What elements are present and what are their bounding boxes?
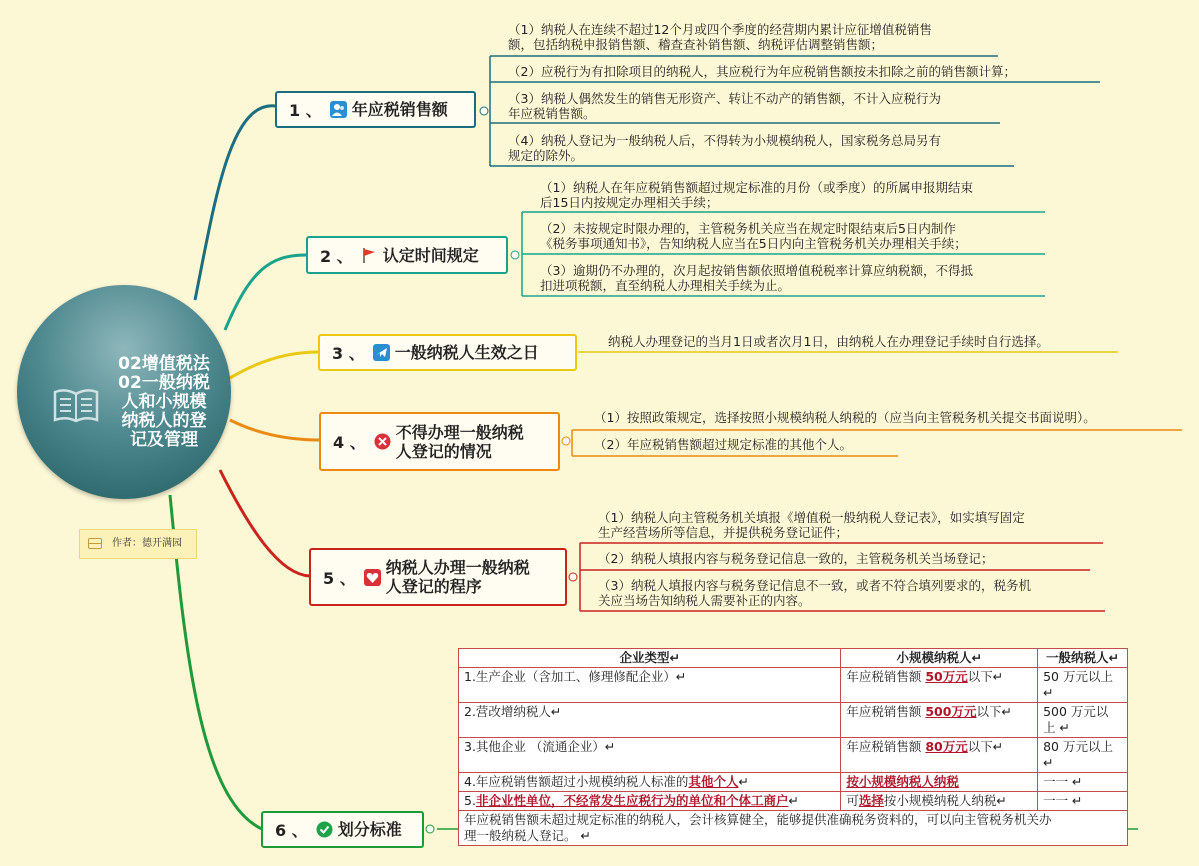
table-cell	[841, 773, 1038, 792]
table-cell: 5.非企业性单位，不经常发生应税行为的单位和个体工商户↵	[459, 792, 841, 811]
table-cell: 年应税销售额 500万元以下↵	[841, 703, 1038, 738]
table-cell: 500 万元以 上 ↵	[1038, 703, 1128, 738]
branch-number: 5 、	[323, 568, 356, 588]
table-row	[459, 703, 1128, 738]
author-text: 作者：德开满园	[112, 538, 182, 549]
table-row	[459, 668, 1128, 703]
emphasis-text: 80万元	[925, 739, 968, 754]
leaf-2-3[interactable]: （3）逾期仍不办理的，次月起按销售额依照增值税税率计算应纳税额，不得抵 扣进项税额，直至纳税人办理相关手续为止。	[540, 263, 973, 293]
branch-4[interactable]	[319, 412, 560, 471]
table-cell: 一一 ↵	[1038, 792, 1128, 811]
branch-label: 不得办理一般纳税 人登记的情况	[395, 422, 524, 461]
table-cell: 可选择按小规模纳税人纳税↵	[841, 792, 1038, 811]
table-cell: 50 万元以上↵	[1038, 668, 1128, 703]
classification-table	[458, 648, 1128, 846]
error-icon	[374, 433, 391, 450]
table-cell: 2.营改增纳税人↵	[459, 703, 841, 738]
table-row	[459, 792, 1128, 811]
leaf-4-2[interactable]: （2）年应税销售额超过规定标准的其他个人。	[594, 437, 852, 452]
branch-number: 6 、	[275, 821, 308, 840]
leaf-4-1[interactable]: （1）按照政策规定，选择按照小规模纳税人纳税的（应当向主管税务机关提交书面说明）。	[594, 410, 1096, 425]
branch-number: 4 、	[333, 433, 366, 452]
branch-1[interactable]	[275, 91, 476, 128]
table-cell: 年应税销售额 80万元以下↵	[841, 738, 1038, 773]
table-cell: 一一 ↵	[1038, 773, 1128, 792]
emphasis-text: 其他个人	[688, 774, 739, 789]
leaf-1-2[interactable]: （2）应税行为有扣除项目的纳税人，其应税行为年应税销售额按未扣除之前的销售额计算；	[508, 64, 1016, 79]
emphasis-text: 500万元	[925, 704, 977, 719]
table-cell: 3.其他企业 （流通企业）↵	[459, 738, 841, 773]
table-row	[459, 738, 1128, 773]
column-header: 企业类型↵	[459, 649, 841, 668]
branch-3[interactable]	[318, 334, 577, 371]
note-icon	[88, 538, 102, 549]
branch-number: 3 、	[332, 344, 365, 363]
emphasis-text: 选择	[858, 793, 884, 808]
table-cell: 4.年应税销售额超过小规模纳税人标准的其他个人↵	[459, 773, 841, 792]
table-cell: 1.生产企业（含加工、修理修配企业）↵	[459, 668, 841, 703]
leaf-5-1[interactable]: （1）纳税人向主管税务机关填报《增值税一般纳税人登记表》，如实填写固定 生产经营场所等信息，并提供税务登记证件；	[598, 510, 1025, 540]
leaf-5-3[interactable]: （3）纳税人填报内容与税务登记信息不一致，或者不符合填列要求的，税务机 关应当场告知纳税人需要补正的内容。	[598, 578, 1031, 608]
emphasis-text: 非企业性单位，不经常发生应税行为的单位和个体工商户	[475, 793, 789, 808]
root-title: 02增值税法 02一般纳税 人和小规模 纳税人的登 记及管理	[118, 354, 210, 450]
branch-number: 1 、	[289, 101, 322, 120]
emphasis-text: 50万元	[925, 669, 968, 684]
leaf-3-1[interactable]: 纳税人办理登记的当月1日或者次月1日，由纳税人在办理登记手续时自行选择。	[608, 334, 1049, 349]
table-cell: 80 万元以上↵	[1038, 738, 1128, 773]
table-header-row	[459, 649, 1128, 668]
column-header: 小规模纳税人↵	[841, 649, 1038, 668]
leaf-1-4[interactable]: （4）纳税人登记为一般纳税人后，不得转为小规模纳税人，国家税务总局另有 规定的除外。	[508, 133, 941, 163]
heart-icon	[364, 569, 381, 586]
book-icon	[52, 388, 100, 424]
table-footer-cell: 年应税销售额未超过规定标准的纳税人，会计核算健全，能够提供准确税务资料的，可以向主管税务机关办 理一般纳税人登记。 ↵	[459, 811, 1128, 846]
leaf-1-1[interactable]: （1）纳税人在连续不超过12个月或四个季度的经营期内累计应征增值税销售 额，包括纳税申报销售额、稽查查补销售额、纳税评估调整销售额；	[508, 22, 932, 52]
airplane-icon	[373, 344, 390, 361]
branch-label: 认定时间规定	[382, 245, 479, 265]
author-note	[79, 529, 197, 559]
branch-label: 年应税销售额	[351, 100, 448, 119]
leaf-2-2[interactable]: （2）未按规定时限办理的，主管税务机关应当在规定时限结束后5日内制作 《税务事项通知书》，告知纳税人应当在5日内向主管税务机关办理相关手续；	[540, 221, 967, 251]
flag-icon	[361, 247, 378, 264]
branch-5[interactable]	[309, 548, 567, 606]
branch-2[interactable]	[306, 236, 508, 274]
table-row	[459, 773, 1128, 792]
user-icon	[330, 101, 347, 118]
table-footer-row	[459, 811, 1128, 846]
leaf-2-1[interactable]: （1）纳税人在年应税销售额超过规定标准的月份（或季度）的所属申报期结束 后15日内按规定办理相关手续；	[540, 180, 973, 210]
check-icon	[316, 821, 333, 838]
branch-label: 划分标准	[337, 820, 402, 839]
emphasis-text: 按小规模纳税人纳税	[846, 774, 959, 789]
leaf-1-3[interactable]: （3）纳税人偶然发生的销售无形资产、转让不动产的销售额，不计入应税行为 年应税销售额。	[508, 91, 941, 121]
branch-number: 2 、	[320, 246, 353, 266]
branch-label: 纳税人办理一般纳税 人登记的程序	[385, 558, 530, 596]
leaf-5-2[interactable]: （2）纳税人填报内容与税务登记信息一致的，主管税务机关当场登记；	[598, 551, 994, 566]
branch-label: 一般纳税人生效之日	[394, 343, 539, 362]
table-cell: 年应税销售额 50万元以下↵	[841, 668, 1038, 703]
column-header: 一般纳税人↵	[1038, 649, 1128, 668]
branch-6[interactable]	[261, 811, 424, 848]
